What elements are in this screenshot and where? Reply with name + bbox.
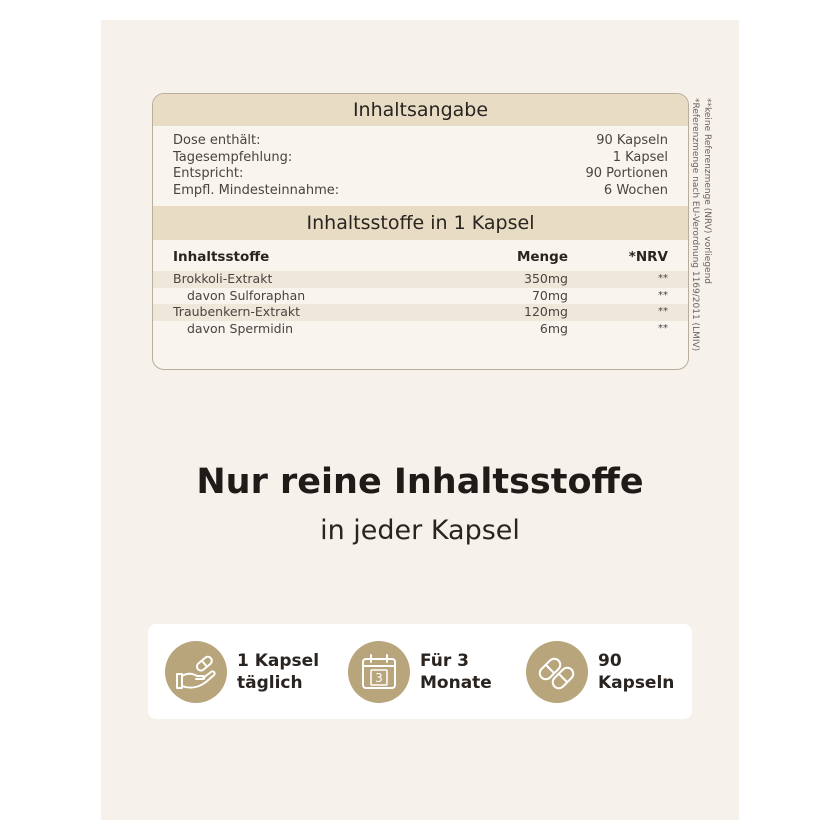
overview-label: Entspricht:	[173, 166, 244, 181]
ingredient-name: Brokkoli-Extrakt	[173, 271, 273, 286]
ingredient-row	[153, 288, 688, 305]
capsules-icon	[526, 641, 588, 703]
ingredient-amount: 6mg	[539, 320, 568, 336]
overview-label: Dose enthält:	[173, 133, 261, 148]
ingredients-title: Inhaltsstoffe in 1 Kapsel	[153, 206, 688, 240]
feature-duration	[348, 641, 492, 703]
header-amount: Menge	[516, 249, 568, 265]
headline: Nur reine Inhaltsstoffe	[196, 462, 644, 502]
features-bar	[148, 624, 692, 719]
ingredient-nrv: **	[658, 306, 668, 317]
feature-line: Kapseln	[598, 673, 675, 693]
ingredients-header-row	[153, 240, 688, 271]
ingredient-amount: 350mg	[524, 271, 568, 286]
feature-duration-text	[420, 650, 492, 694]
ingredient-name: davon Sulforaphan	[187, 287, 306, 303]
overview-rows	[153, 126, 688, 204]
calendar-number: 3	[375, 671, 383, 685]
ingredient-nrv: **	[658, 289, 668, 301]
ingredient-amount: 120mg	[524, 304, 568, 319]
overview-value: 6 Wochen	[603, 182, 668, 198]
feature-line: Monate	[420, 673, 492, 693]
overview-label: Empfl. Mindesteinnahme:	[173, 182, 340, 198]
feature-count-text	[598, 650, 674, 694]
ingredient-name: davon Spermidin	[187, 320, 293, 336]
overview-value: 90 Kapseln	[596, 133, 668, 148]
footnotes	[690, 98, 720, 378]
feature-count	[526, 641, 674, 703]
overview-label: Tagesempfehlung:	[173, 149, 293, 165]
overview-title: Inhaltsangabe	[153, 94, 688, 126]
ingredient-nrv: **	[658, 322, 668, 334]
feature-daily-dose	[165, 641, 319, 703]
feature-line: 1 Kapsel	[237, 651, 320, 671]
feature-line: 90	[598, 651, 622, 671]
header-name: Inhaltsstoffe	[173, 249, 270, 265]
ingredient-row	[153, 271, 688, 288]
feature-line: täglich	[237, 673, 303, 693]
calendar-icon	[348, 641, 410, 703]
subline: in jeder Kapsel	[320, 515, 520, 546]
header-nrv: *NRV	[628, 249, 668, 265]
ingredient-row	[153, 304, 688, 321]
overview-value: 1 Kapsel	[612, 149, 668, 165]
hand-capsule-icon	[165, 641, 227, 703]
feature-line: Für 3	[420, 651, 469, 671]
ingredient-row	[153, 321, 688, 338]
ingredient-amount: 70mg	[531, 287, 568, 303]
footnote-nrv-reference: *Referenzmenge nach EU-Verordnung 1169/2011 (LMIV)	[690, 98, 700, 352]
ingredient-nrv: **	[658, 273, 668, 284]
feature-daily-dose-text	[237, 650, 319, 694]
overview-row	[173, 150, 668, 167]
overview-value: 90 Portionen	[585, 166, 668, 181]
overview-row	[173, 166, 668, 183]
ingredient-name: Traubenkern-Extrakt	[173, 304, 301, 319]
nutrition-card	[152, 93, 689, 370]
footnote-no-reference: **keine Referenzmenge (NRV) vorliegend	[702, 98, 712, 284]
overview-row	[173, 183, 668, 200]
overview-row	[173, 133, 668, 150]
